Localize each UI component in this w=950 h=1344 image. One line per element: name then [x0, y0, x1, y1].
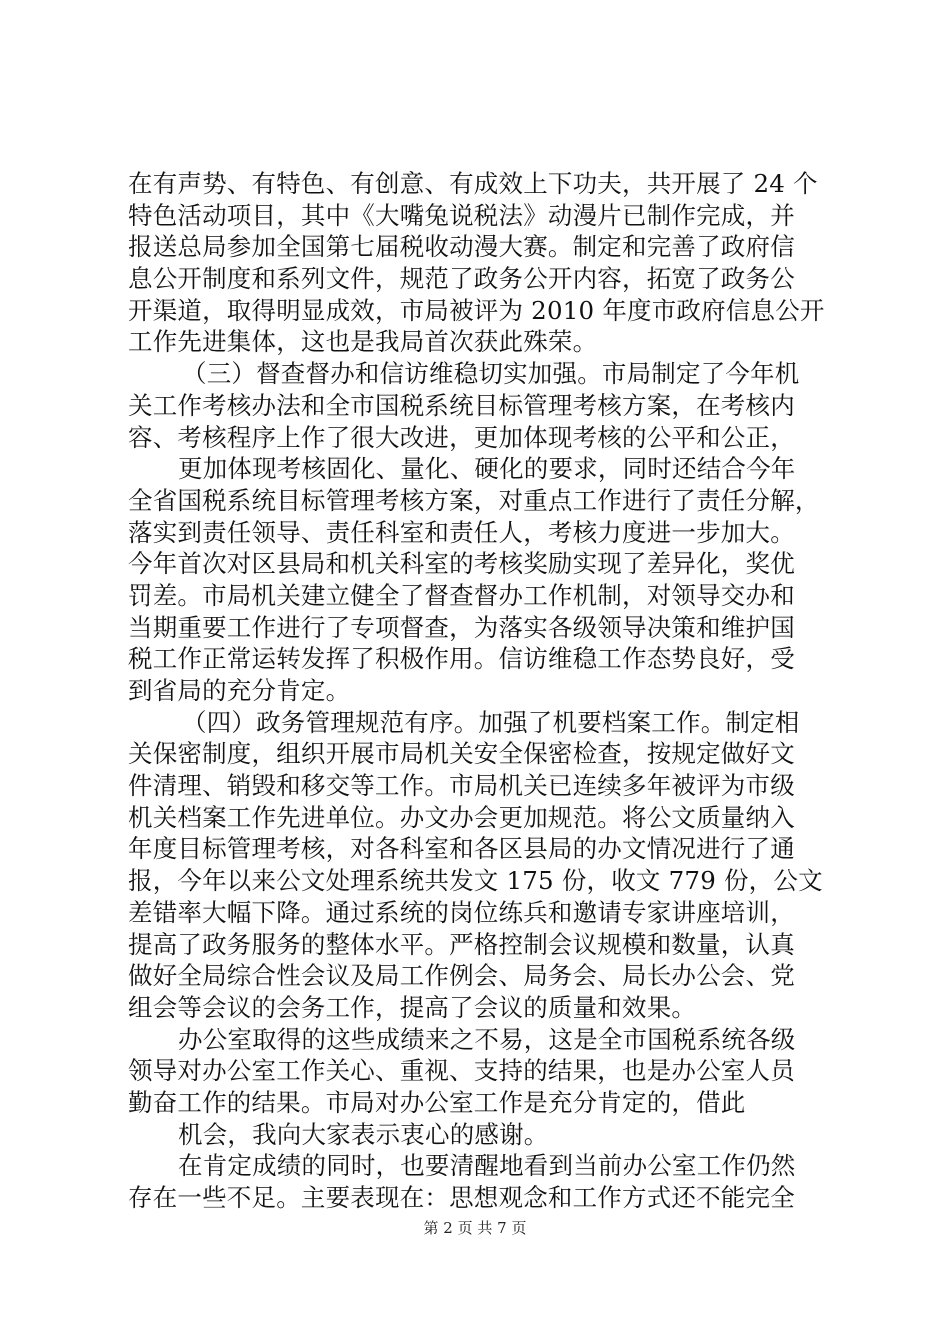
text-line: 开渠道，取得明显成效，市局被评为 2010 年度市政府信息公开	[128, 295, 825, 325]
text-line: 息公开制度和系列文件，规范了政务公开内容，拓宽了政务公	[128, 264, 795, 294]
text-line: 容、考核程序上作了很大改进，更加体现考核的公平和公正，	[128, 422, 795, 452]
paragraph-start-line: 在肯定成绩的同时，也要清醒地看到当前办公室工作仍然	[178, 1151, 796, 1181]
section-heading-line: （四）政务管理规范有序。加强了机要档案工作。制定相	[182, 707, 800, 737]
text-line: 差错率大幅下降。通过系统的岗位练兵和邀请专家讲座培训，	[128, 897, 795, 927]
text-line: 全省国税系统目标管理考核方案，对重点工作进行了责任分解，	[128, 485, 820, 515]
text-line: 报，今年以来公文处理系统共发文 175 份，收文 779 份，公文	[128, 866, 823, 896]
text-line: 关保密制度，组织开展市局机关安全保密检查，按规定做好文	[128, 739, 795, 769]
paragraph-start-line: 机会，我向大家表示衷心的感谢。	[178, 1119, 549, 1149]
paragraph-start-line: 办公室取得的这些成绩来之不易，这是全市国税系统各级	[178, 1024, 796, 1054]
page-number: 第 2 页 共 7 页	[423, 1219, 527, 1237]
paragraph-start-line: 更加体现考核固化、量化、硬化的要求，同时还结合今年	[178, 454, 796, 484]
section-heading-line: （三）督查督办和信访维稳切实加强。市局制定了今年机	[182, 359, 800, 389]
text-line: 机关档案工作先进单位。办文办会更加规范。将公文质量纳入	[128, 802, 795, 832]
text-line: 提高了政务服务的整体水平。严格控制会议规模和数量，认真	[128, 929, 795, 959]
text-line: 勤奋工作的结果。市局对办公室工作是充分肯定的，借此	[128, 1087, 746, 1117]
text-line: 罚差。市局机关建立健全了督查督办工作机制，对领导交办和	[128, 580, 795, 610]
page-footer	[0, 1218, 950, 1238]
text-line: 组会等会议的会务工作，提高了会议的质量和效果。	[128, 992, 697, 1022]
text-line: 年度目标管理考核，对各科室和各区县局的办文情况进行了通	[128, 834, 795, 864]
document-body	[128, 168, 834, 1214]
text-line: 工作先进集体，这也是我局首次获此殊荣。	[128, 327, 598, 357]
text-line: 报送总局参加全国第七届税收动漫大赛。制定和完善了政府信	[128, 232, 795, 262]
text-line: 件清理、销毁和移交等工作。市局机关已连续多年被评为市级	[128, 771, 795, 801]
text-line: 做好全局综合性会议及局工作例会、局务会、局长办公会、党	[128, 961, 795, 991]
text-line: 落实到责任领导、责任科室和责任人，考核力度进一步加大。	[128, 517, 795, 547]
text-line: 税工作正常运转发挥了积极作用。信访维稳工作态势良好，受	[128, 644, 795, 674]
text-line: 存在一些不足。主要表现在：思想观念和工作方式还不能完全	[128, 1183, 795, 1212]
text-line: 关工作考核办法和全市国税系统目标管理考核方案，在考核内	[128, 390, 795, 420]
text-line: 今年首次对区县局和机关科室的考核奖励实现了差异化，奖优	[128, 549, 795, 579]
text-line: 当期重要工作进行了专项督查，为落实各级领导决策和维护国	[128, 612, 795, 642]
text-line: 到省局的充分肯定。	[128, 676, 351, 705]
text-line: 在有声势、有特色、有创意、有成效上下功夫，共开展了 24 个	[128, 169, 818, 198]
text-line: 领导对办公室工作关心、重视、支持的结果，也是办公室人员	[128, 1056, 795, 1086]
text-line: 特色活动项目，其中《大嘴兔说税法》动漫片已制作完成，并	[128, 200, 795, 230]
